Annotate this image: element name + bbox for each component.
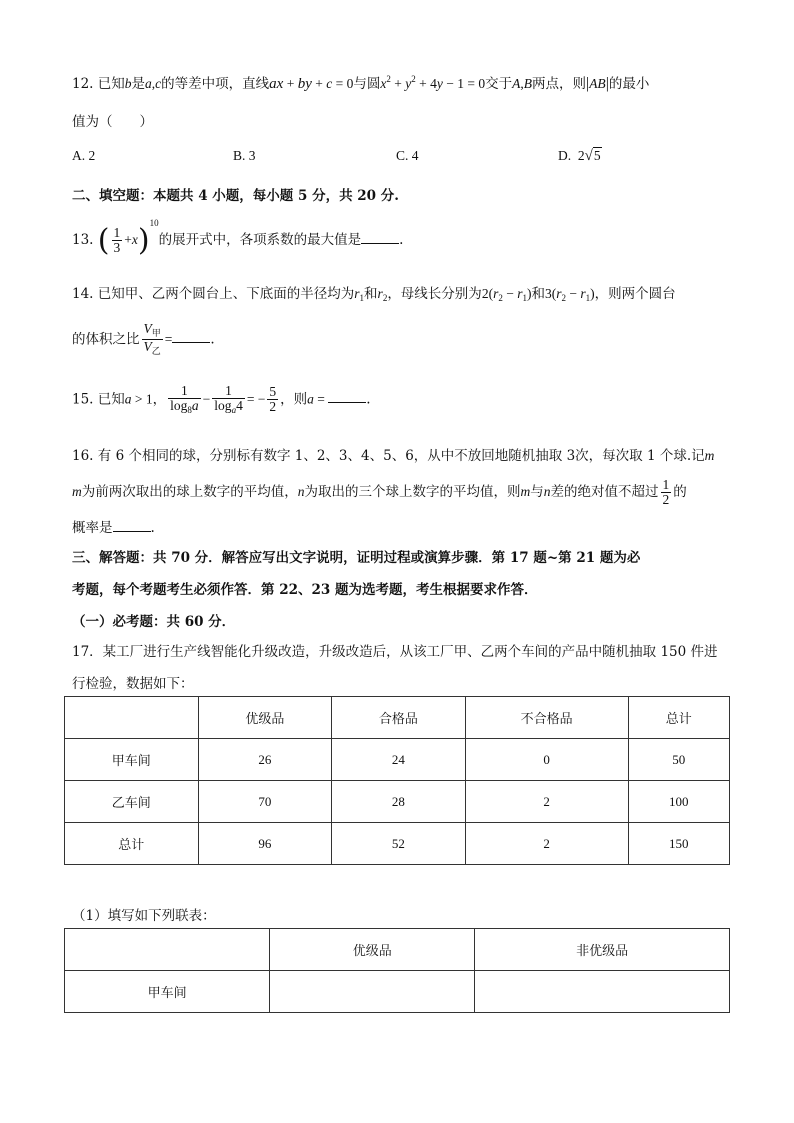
q12-line1: 12. 已知b是a,c的等差中项，直线ax + by + c = 0与圆$x^2 + y^2 + 4y - 1 = 0$交于A,B两点，则|AB|的最小 [72, 74, 650, 92]
answer-cell[interactable] [270, 971, 475, 1013]
q16-line2: m为前两次取出的球上数字的平均值，n为取出的三个球上数字的平均值，则m与n差的绝对值不超过 $\frac{1}{2}$ 的 [72, 477, 687, 508]
table-row: 甲车间 26 24 0 50 [65, 739, 730, 781]
answer-blank[interactable] [113, 519, 151, 532]
section-3-title-line1: 三、解答题：共 70 分．解答应写出文字说明，证明过程或演算步骤．第 17 题~第 21 题为必 [72, 550, 641, 566]
table-row: 甲车间 [65, 971, 730, 1013]
q17-line1: 17．某工厂进行生产线智能化升级改造，升级改造后，从该工厂甲、乙两个车间的产品中随机抽取 150 件进 [72, 644, 718, 660]
q15-line: 15. 已知a > 1， $\frac{1}{\log_8a}$ − $\frac{1}{\log_a4}$ = − $\frac{5}{2}$ ，则a = . [72, 383, 371, 416]
option-c: C. 4 [396, 148, 419, 163]
q16-line3: 概率是 . [72, 520, 155, 536]
section-3-title-line2: 考题，每个考题考生必须作答．第 22、23 题为选考题，考生根据要求作答． [72, 582, 538, 598]
data-table [64, 696, 730, 865]
q16-line1: 16. 有 6 个相同的球，分别标有数字 1、2、3、4、5、6，从中不放回地随机抽取 3次，每次取 1 个球.记m [72, 448, 715, 464]
answer-cell[interactable] [475, 971, 730, 1013]
option-b: B. 3 [233, 148, 256, 163]
contingency-table [64, 928, 730, 1013]
answer-blank[interactable] [361, 231, 399, 244]
q14-line2: 的体积之比 $\frac{V_甲}{V_乙}$ = . [72, 321, 215, 358]
q13-line: 13. ( $\frac{1}{3}$ +x)$^{10}$的展开式中，各项系数的最大值是 . [72, 218, 404, 258]
table-row: 总计 96 52 2 150 [65, 823, 730, 865]
table-header-row: 优级品 非优级品 [65, 929, 730, 971]
q12-line2: 值为（ ） [72, 114, 153, 130]
option-a: A. 2 [72, 148, 96, 163]
q17-part1: （1）填写如下列联表： [72, 908, 216, 924]
q14-line1: 14. 已知甲、乙两个圆台上、下底面的半径均为$r_1$和$r_2$，母线长分别为$2(r_2 - r_1)$和$3(r_2 - r_1)$，则两个圆台 [72, 286, 676, 303]
question-number: 12. [72, 76, 94, 92]
q17-line2: 行检验，数据如下： [72, 676, 194, 692]
table-row: 乙车间 70 28 2 100 [65, 781, 730, 823]
section-2-title: 二、填空题：本题共 4 小题，每小题 5 分，共 20 分. [72, 188, 399, 204]
answer-blank[interactable] [172, 330, 210, 343]
option-d: D. 2√5 [558, 148, 601, 164]
table-header-row: 优级品 合格品 不合格品 总计 [65, 697, 730, 739]
answer-blank[interactable] [328, 390, 366, 403]
subsection-title: （一）必考题：共 60 分． [72, 614, 236, 630]
